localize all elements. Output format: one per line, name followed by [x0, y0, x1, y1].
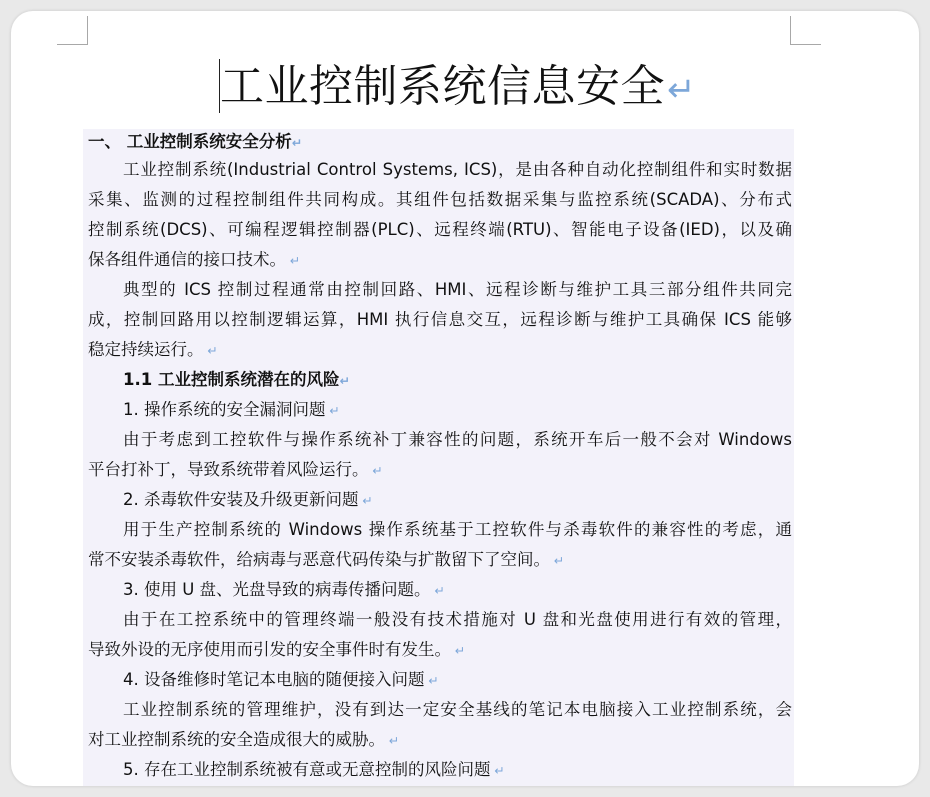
document-title[interactable]: 工业控制系统信息安全↵ — [220, 61, 696, 112]
document-page[interactable] — [11, 11, 919, 786]
paragraph-mark-icon: ↵ — [325, 404, 340, 418]
heading-2[interactable]: 1.1 工业控制系统潜在的风险↵ — [123, 370, 350, 389]
paragraph-line[interactable]: 采集、监测的过程控制组件共同构成。其组件包括数据采集与监控系统(SCADA)、分布式 — [88, 190, 792, 209]
paragraph-line[interactable]: 保各组件通信的接口技术。 ↵ — [88, 250, 301, 269]
paragraph-line[interactable]: 工业控制系统(Industrial Control Systems, ICS)，是由各种自动化控制组件和实时数据 — [123, 160, 792, 179]
crop-mark-top-left-h — [57, 44, 87, 45]
list-item-heading[interactable]: 4. 设备维修时笔记本电脑的随便接入问题 ↵ — [123, 670, 439, 689]
crop-mark-top-right-h — [791, 44, 821, 45]
heading-1[interactable]: 一、 工业控制系统安全分析↵ — [88, 132, 303, 151]
list-item-heading[interactable]: 3. 使用 U 盘、光盘导致的病毒传播问题。 ↵ — [123, 580, 445, 599]
paragraph-mark-icon: ↵ — [667, 70, 696, 110]
paragraph-line[interactable]: 导致外设的无序使用而引发的安全事件时有发生。 ↵ — [88, 640, 466, 659]
paragraph-line[interactable]: 稳定持续运行。 ↵ — [88, 340, 218, 359]
paragraph-mark-icon: ↵ — [358, 494, 373, 508]
paragraph-mark-icon: ↵ — [368, 464, 383, 478]
paragraph-mark-icon: ↵ — [385, 734, 400, 748]
list-item-heading[interactable]: 2. 杀毒软件安装及升级更新问题 ↵ — [123, 490, 373, 509]
paragraph-mark-icon: ↵ — [430, 584, 445, 598]
paragraph-mark-icon: ↵ — [424, 674, 439, 688]
list-item-heading[interactable]: 1. 操作系统的安全漏洞问题 ↵ — [123, 400, 340, 419]
paragraph-line[interactable]: 平台打补丁，导致系统带着风险运行。 ↵ — [88, 460, 383, 479]
paragraph-line[interactable]: 由于在工控系统中的管理终端一般没有技术措施对 U 盘和光盘使用进行有效的管理， — [123, 610, 792, 629]
paragraph-line[interactable]: 常不安装杀毒软件，给病毒与恶意代码传染与扩散留下了空间。 ↵ — [88, 550, 565, 569]
paragraph-line[interactable]: 控制系统(DCS)、可编程逻辑控制器(PLC)、远程终端(RTU)、智能电子设备(IED)，以及确 — [88, 220, 792, 239]
paragraph-line[interactable]: 用于生产控制系统的 Windows 操作系统基于工控软件与杀毒软件的兼容性的考虑，通 — [123, 520, 792, 539]
paragraph-mark-icon: ↵ — [451, 644, 466, 658]
paragraph-mark-icon: ↵ — [203, 344, 218, 358]
paragraph-line[interactable]: 由于考虑到工控软件与操作系统补丁兼容性的问题，系统开车后一般不会对 Windows — [123, 430, 792, 449]
paragraph-mark-icon: ↵ — [286, 254, 301, 268]
crop-mark-top-left-v — [87, 16, 88, 45]
paragraph-line[interactable]: 工业控制系统的管理维护，没有到达一定安全基线的笔记本电脑接入工业控制系统，会 — [123, 700, 792, 719]
paragraph-mark-icon: ↵ — [339, 374, 350, 388]
document-body[interactable] — [88, 129, 792, 785]
paragraph-line[interactable]: 典型的 ICS 控制过程通常由控制回路、HMI、远程诊断与维护工具三部分组件共同完 — [123, 280, 792, 299]
list-item-heading[interactable]: 5. 存在工业控制系统被有意或无意控制的风险问题 ↵ — [123, 760, 505, 779]
paragraph-mark-icon: ↵ — [490, 764, 505, 778]
paragraph-mark-icon: ↵ — [550, 554, 565, 568]
crop-mark-top-right-v — [790, 16, 791, 45]
paragraph-line[interactable]: 对工业控制系统的安全造成很大的威胁。 ↵ — [88, 730, 400, 749]
paragraph-line[interactable]: 成，控制回路用以控制逻辑运算，HMI 执行信息交互，远程诊断与维护工具确保 ICS 能够 — [88, 310, 792, 329]
paragraph-mark-icon: ↵ — [291, 136, 303, 150]
